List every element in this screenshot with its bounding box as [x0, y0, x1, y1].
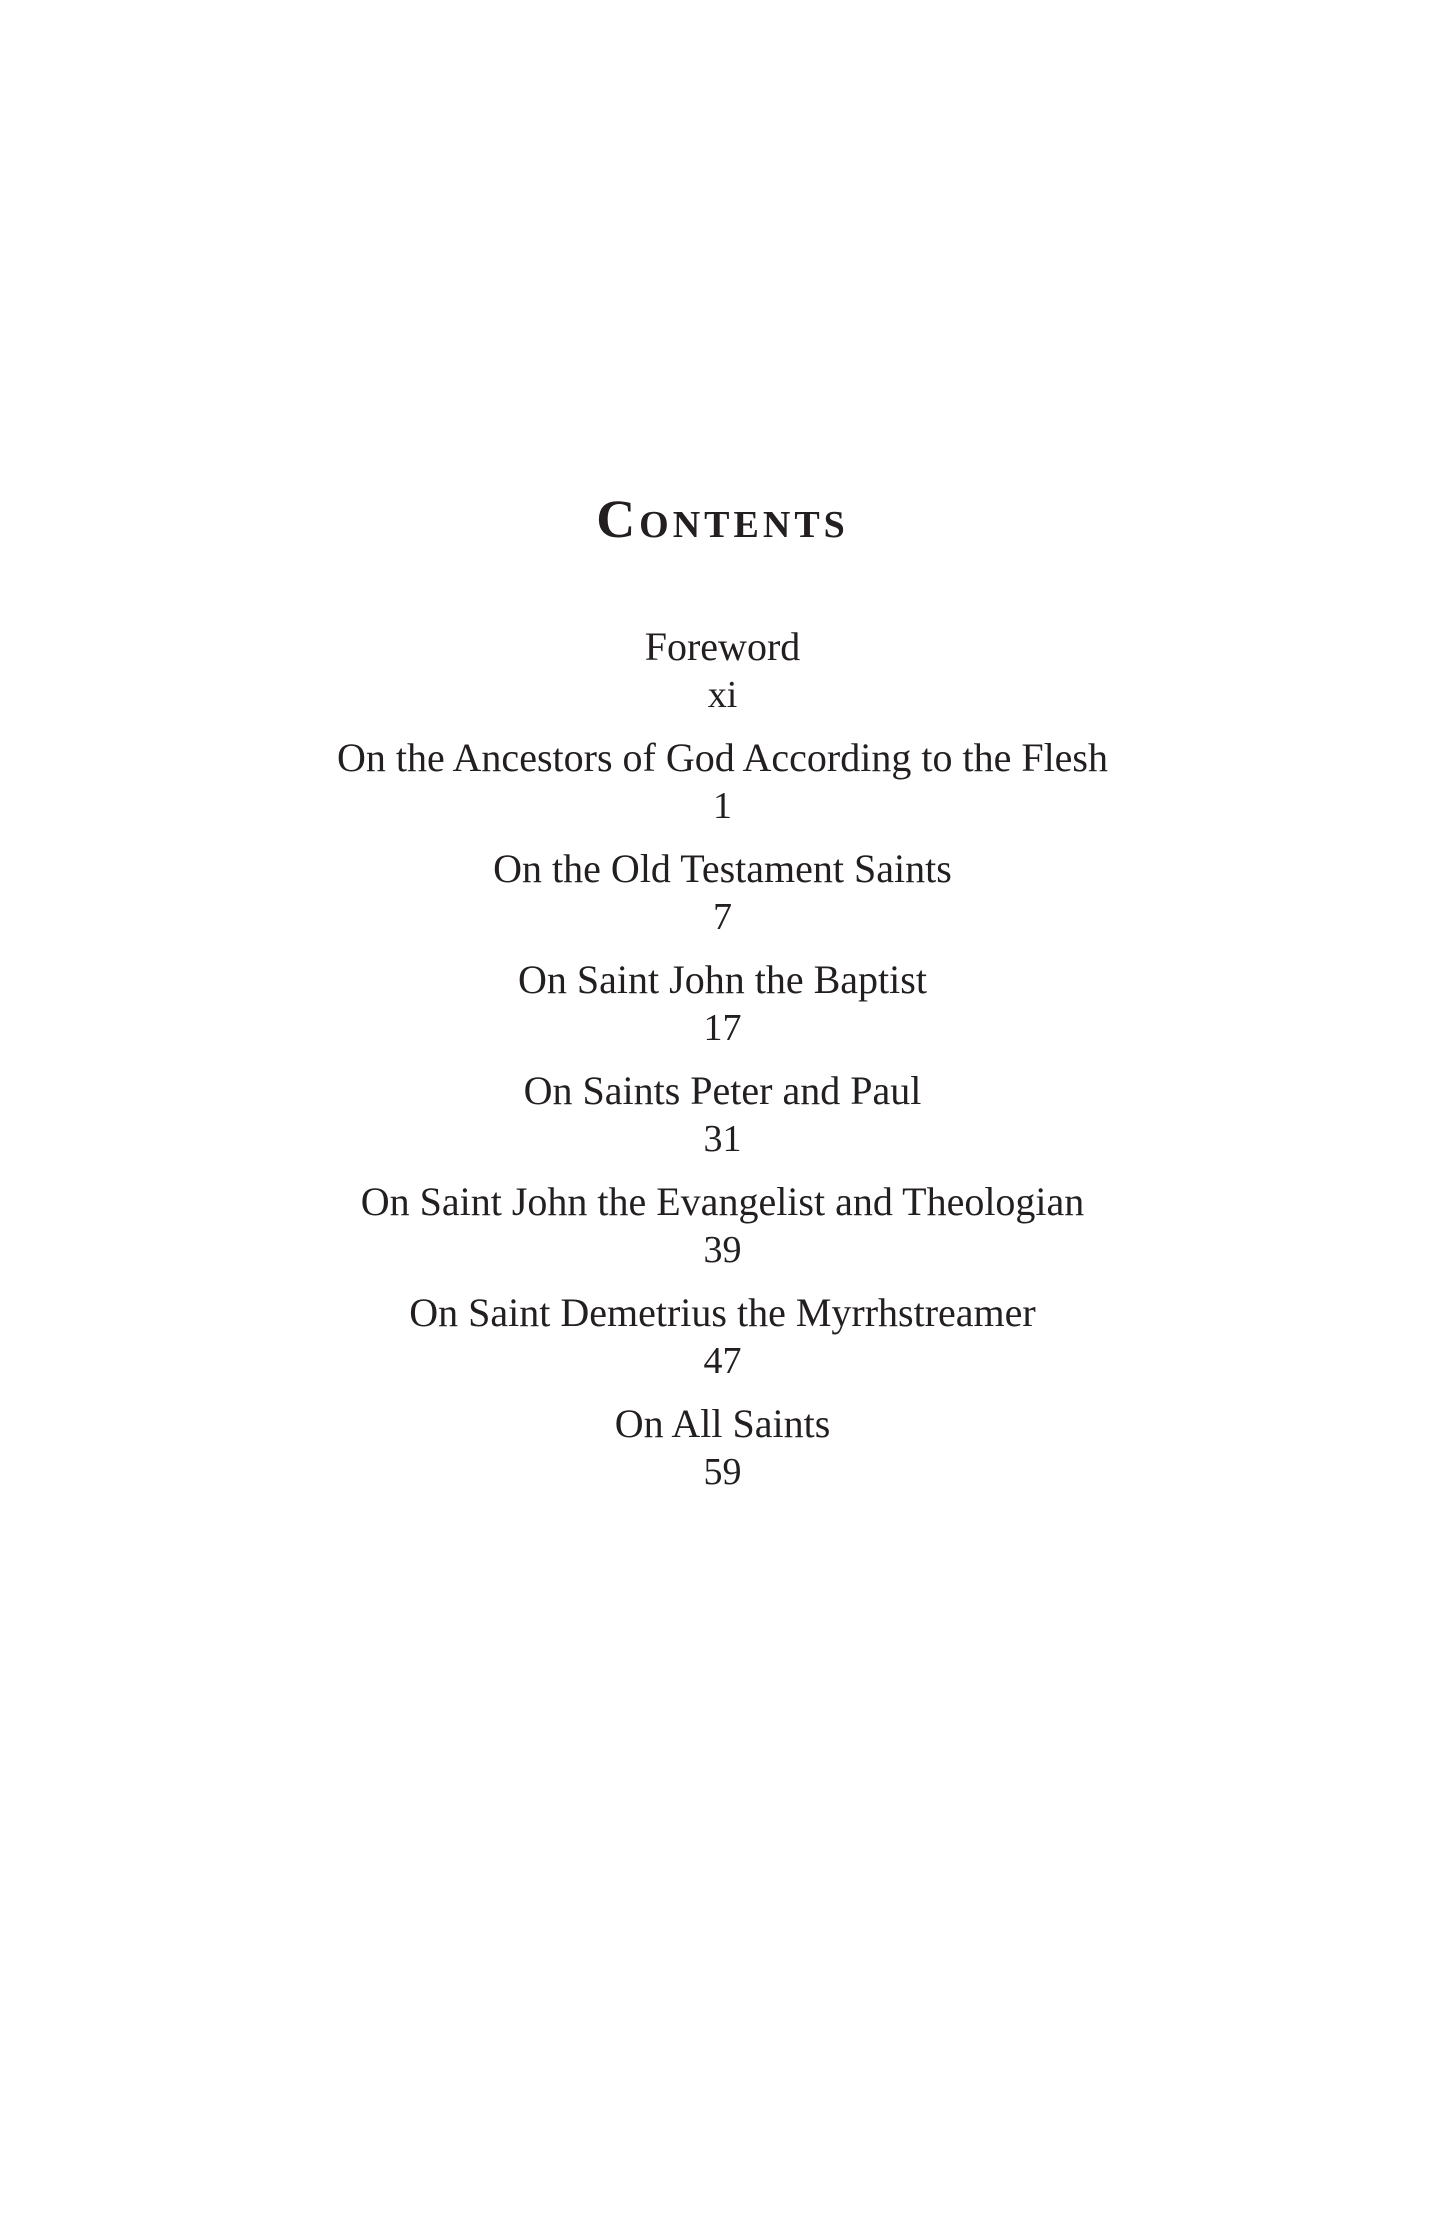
- toc-entry-old-testament-saints: [0, 844, 1445, 940]
- contents-heading: Contents: [596, 489, 849, 550]
- toc-entry-title: On Saint John the Baptist: [518, 957, 927, 1002]
- table-of-contents: [0, 622, 1445, 1510]
- toc-entry-foreword: [0, 622, 1445, 718]
- toc-entry-title: On the Ancestors of God According to the Flesh: [337, 735, 1108, 780]
- toc-entry-page-number: xi: [707, 674, 738, 716]
- toc-entry-title: Foreword: [644, 624, 801, 669]
- toc-entry-page-number: 39: [703, 1229, 742, 1271]
- toc-entry-page-number: 31: [703, 1118, 742, 1160]
- toc-entry-title: On Saint John the Evangelist and Theologian: [360, 1179, 1085, 1224]
- toc-entry-title: On Saint Demetrius the Myrrhstreamer: [409, 1290, 1036, 1335]
- toc-entry-page-number: 59: [703, 1451, 742, 1493]
- toc-entry-peter-and-paul: [0, 1066, 1445, 1162]
- toc-entry-page-number: 17: [703, 1007, 742, 1049]
- toc-entry-all-saints: [0, 1399, 1445, 1495]
- toc-entry-title: On Saints Peter and Paul: [523, 1068, 922, 1113]
- toc-entry-john-the-evangelist: [0, 1177, 1445, 1273]
- toc-entry-title: On All Saints: [614, 1401, 831, 1446]
- toc-entry-ancestors-of-god: [0, 733, 1445, 829]
- toc-entry-title: On the Old Testament Saints: [493, 846, 952, 891]
- toc-entry-page-number: 7: [713, 896, 732, 938]
- toc-entry-page-number: 47: [703, 1340, 742, 1382]
- toc-entry-john-the-baptist: [0, 955, 1445, 1051]
- toc-entry-demetrius: [0, 1288, 1445, 1384]
- toc-entry-page-number: 1: [713, 785, 732, 827]
